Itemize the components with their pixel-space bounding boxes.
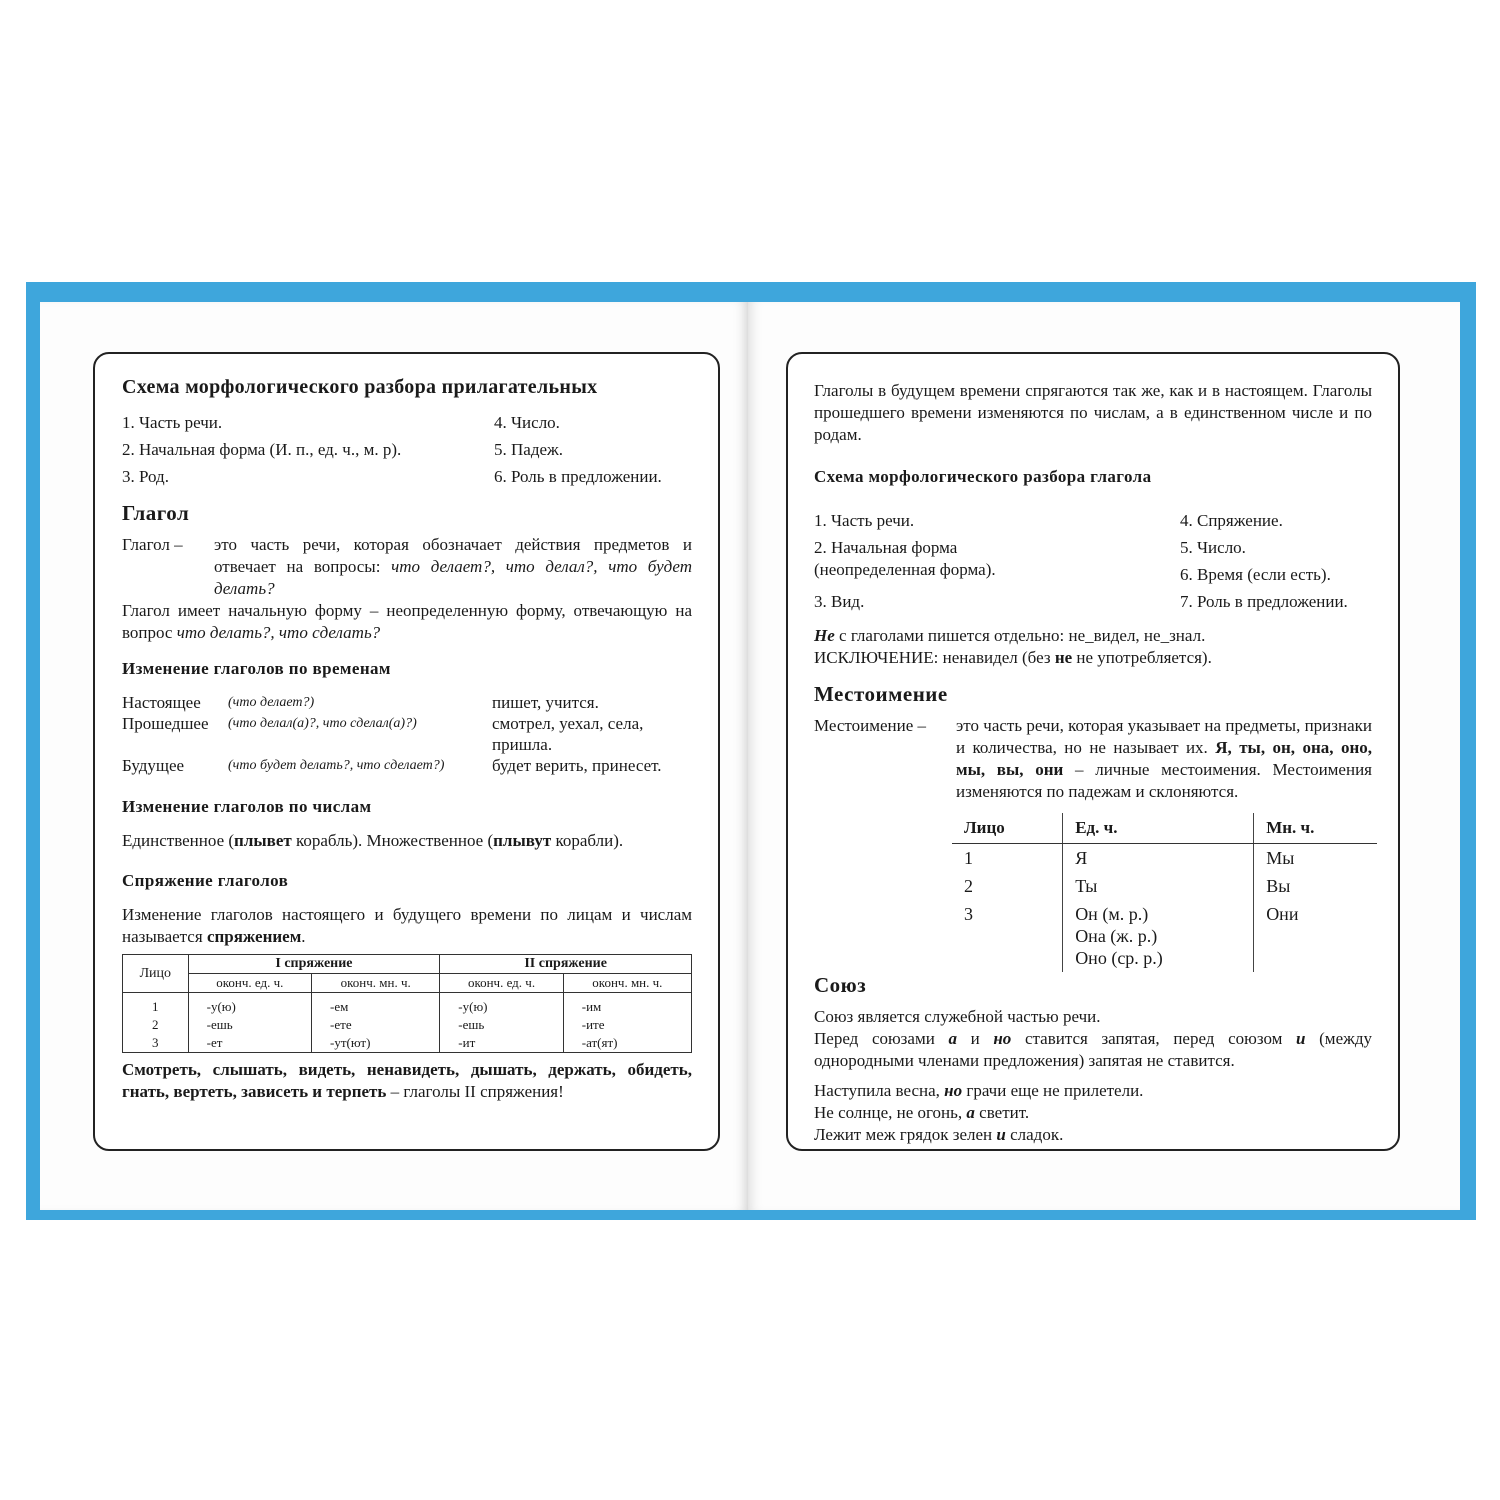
table-cell: 1 [952,844,1063,873]
header-person: Лицо [123,955,189,993]
definition-text: это часть речи, которая обозначает действия предметов и отвечает на вопросы: [214,535,692,576]
table-cell: 2 [952,872,1063,900]
table-row [123,993,692,1017]
table-cell: -у(ю) [440,993,563,1017]
t: ставится запятая, перед союзом [1011,1029,1297,1048]
union-def: Союз является служебной частью речи. [814,1007,1101,1026]
subheader: оконч. мн. ч. [563,974,691,993]
b: но [944,1081,963,1100]
scheme-item: 6. Время (если есть). [1180,565,1331,584]
conjugation-text [122,904,692,948]
table-cell: Они [1266,904,1299,924]
scheme-item: 5. Падеж. [494,440,564,459]
t: это часть речи, которая указывает на предметы, признаки и количества, но не называет их. [956,716,1372,757]
table-cell: -ете [312,1016,440,1034]
table-cell: 1 [123,993,189,1017]
t: корабли). [551,831,624,850]
example [814,1102,1372,1124]
table-cell: 3 [123,1034,189,1053]
table-cell: Я [1063,844,1254,873]
infinitive-text [122,600,692,644]
t: . [301,927,306,946]
verb-scheme-list [814,510,1372,613]
t: не употребляется). [1072,648,1212,667]
header: Лицо [952,813,1063,844]
ne-rule [814,625,1372,647]
header-conj1: I спряжение [188,955,440,974]
table-cell: 2 [123,1016,189,1034]
verb-scheme-title: Схема морфологического разбора глагола [814,467,1152,486]
b: Смотреть, слышать, видеть, ненавидеть, дышать, держать, обидеть, гнать, вертеть, зависеть и терпеть [122,1060,692,1101]
tense-example: смотрел, уехал, села, пришла. [492,714,644,754]
table-cell: -ат(ят) [563,1034,691,1053]
adjective-scheme-title: Схема морфологического разбора прилагательных [122,376,598,398]
t: (между однородными членами предложения) запятая не ставится. [814,1029,1373,1070]
definition-term: Глагол – [122,535,183,554]
tense-example: будет верить, принесет. [492,756,662,775]
t: ИСКЛЮЧЕНИЕ: [814,648,939,667]
header: Ед. ч. [1063,813,1254,844]
tense-heading: Изменение глаголов по временам [122,659,391,678]
table-row [952,900,1377,972]
tense-name: Прошедшее [122,714,209,733]
table-cell: -ит [440,1034,563,1053]
b: но [993,1029,1012,1048]
table-cell: Он (м. р.) Она (ж. р.) Оно (ср. р.) [1063,900,1254,972]
b: а [966,1103,975,1122]
tense-question: (что будет делать?, что сделает?) [228,758,445,773]
t: корабль). Множественное ( [291,831,494,850]
union-rule [814,1028,1372,1072]
t: – личные местоимения. Местоимения изменяются по падежам и склоняются. [956,760,1372,801]
infinitive-questions: что делать?, что сделать? [176,623,381,642]
t: светит. [974,1103,1030,1122]
b: и [996,1125,1006,1144]
table-row [952,872,1377,900]
table-row [123,1016,692,1034]
verb-heading: Глагол [122,501,190,525]
table-cell: -ешь [440,1016,563,1034]
table-cell: -ем [312,993,440,1017]
t: Наступила весна, [814,1081,945,1100]
t: Не солнце, не огонь, [814,1103,967,1122]
t: ненавидел (без [938,648,1055,667]
b: Не [814,626,835,645]
scheme-item: 4. Число. [494,413,560,432]
tense-table [122,692,692,776]
table-row [123,1034,692,1053]
adjective-scheme-list [122,412,692,488]
conjugation-table [122,954,692,1053]
b: Я, ты, он, она, оно, мы, вы, они [956,738,1372,779]
subheader: оконч. ед. ч. [188,974,311,993]
example [814,1124,1372,1146]
scheme-item: 2. Начальная форма (И. п., ед. ч., м. р). [122,440,402,459]
table-row [952,844,1377,873]
t: – глаголы II спряжения! [386,1082,564,1101]
pronoun-definition [814,715,1372,803]
pronoun-table [952,813,1377,972]
pronoun-heading: Местоимение [814,682,948,706]
table-cell: -ет [188,1034,311,1053]
union-heading: Союз [814,973,867,997]
table-cell: -им [563,993,691,1017]
right-panel [786,352,1400,1151]
exception-note [122,1059,692,1103]
header-conj2: II спряжение [440,955,692,974]
table-cell: 3 [952,900,1063,972]
infinitive-body: Глагол имеет начальную форму – неопределенную форму, отвечающую на вопрос [122,601,692,642]
b: и [1296,1029,1306,1048]
b: плывут [493,831,552,850]
t: грачи еще не прилетели. [962,1081,1144,1100]
b: а [948,1029,957,1048]
subheader: оконч. мн. ч. [312,974,440,993]
scheme-item: 3. Вид. [814,592,865,611]
table-cell: -ешь [188,1016,311,1034]
future-past-intro: Глаголы в будущем времени спрягаются так же, как и в настоящем. Глаголы прошедшего времени изменяются по числам, а в единственном числе и по родам. [814,381,1372,444]
tense-question: (что делал(а)?, что сделал(а)?) [228,716,417,731]
table-cell: -ут(ют) [312,1034,440,1053]
table-cell: -ите [563,1016,691,1034]
t: Единственное ( [122,831,235,850]
exception-rule [814,647,1372,669]
table-cell: Мы [1266,848,1295,868]
scheme-item: 2. Начальная форма (неопределенная форма). [814,538,996,579]
b: спряжением [206,927,302,946]
number-heading: Изменение глаголов по числам [122,797,372,816]
b: плывет [234,831,292,850]
definition-questions: что делает?, что делал?, что будет делать? [214,557,692,598]
tense-name: Настоящее [122,693,201,712]
table-cell: Ты [1063,872,1254,900]
tense-name: Будущее [122,756,185,775]
header: Мн. ч. [1254,813,1377,844]
scheme-item: 5. Число. [1180,538,1246,557]
subheader: оконч. ед. ч. [440,974,563,993]
definition-term: Местоимение – [814,716,927,735]
left-panel [93,352,720,1151]
number-text [122,830,692,852]
scheme-item: 3. Род. [122,467,169,486]
t: Лежит меж грядок зелен [814,1125,997,1144]
t: сладок. [1005,1125,1064,1144]
table-cell: Вы [1266,876,1291,896]
t: и [956,1029,994,1048]
tense-question: (что делает?) [228,695,315,710]
b: не [1054,648,1073,667]
scheme-item: 7. Роль в предложении. [1180,592,1348,611]
table-cell: -у(ю) [188,993,311,1017]
t: Изменение глаголов настоящего и будущего времени по лицам и числам называется [122,905,692,946]
conjugation-heading: Спряжение глаголов [122,871,289,890]
example [814,1080,1372,1102]
tense-example: пишет, учится. [492,693,599,712]
scheme-item: 1. Часть речи. [122,413,223,432]
scheme-item: 6. Роль в предложении. [494,467,662,486]
t: Перед союзами [814,1029,949,1048]
verb-definition [122,534,692,600]
t: с глаголами пишется отдельно: не_видел, не_знал. [834,626,1206,645]
scheme-item: 1. Часть речи. [814,511,915,530]
scheme-item: 4. Спряжение. [1180,511,1283,530]
